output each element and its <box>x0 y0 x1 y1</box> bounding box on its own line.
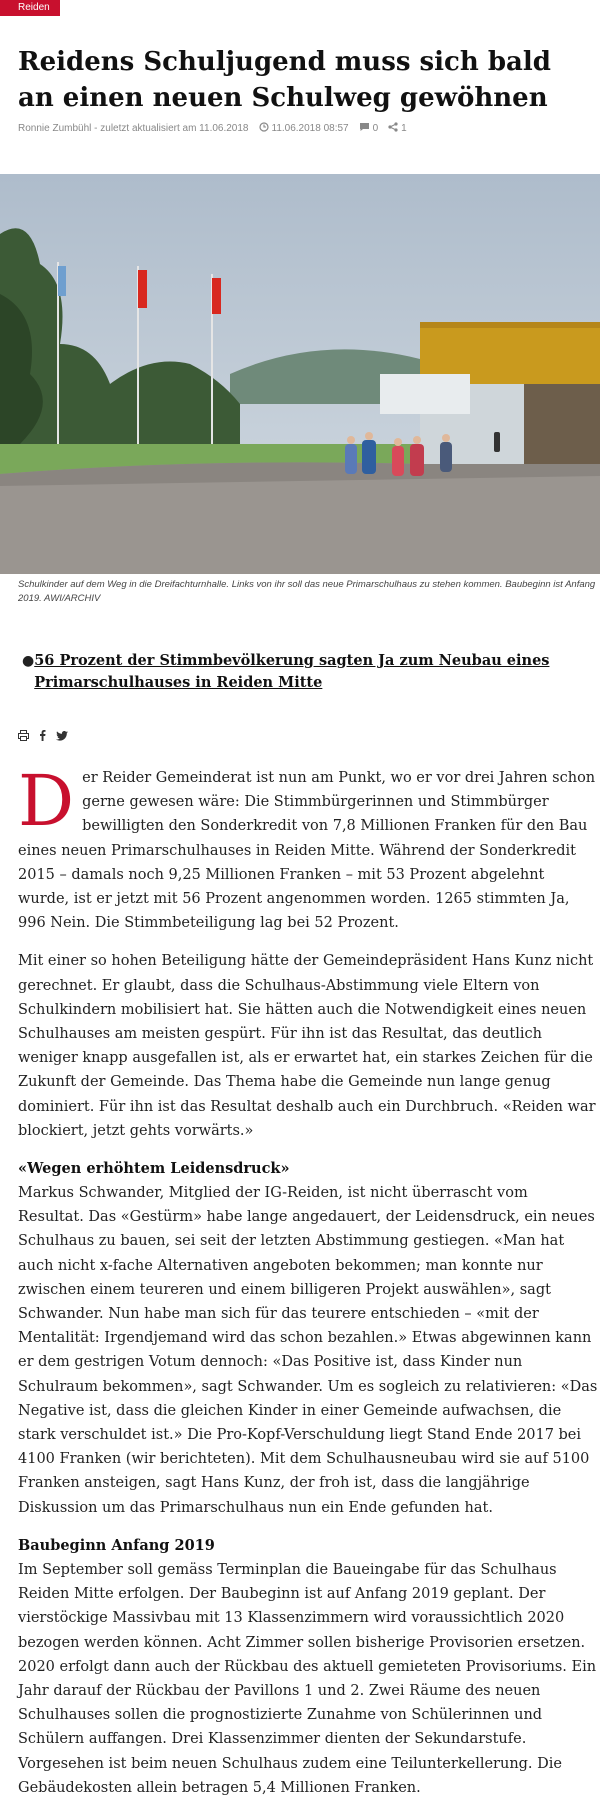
comment-count[interactable]: 0 <box>372 123 379 134</box>
comment-icon[interactable] <box>359 122 370 135</box>
article-photo <box>0 174 600 574</box>
photo-caption: Schulkinder auf dem Weg in die Dreifachturnhalle. Links von ihr soll das neue Primarschulhaus zu stehen kommen. Baubeginn ist Anfang 2019. AWI/ARCHIV <box>18 579 596 604</box>
facebook-icon[interactable] <box>39 730 46 744</box>
clock-icon <box>259 122 269 135</box>
paragraph-2: Mit einer so hohen Beteiligung hätte der Gemeindepräsident Hans Kunz nicht gerechnet. Er glaubt, dass die Schulhaus-Abstimmung viele Eltern von Schulkindern mobilisiert hat. Sie hätten auch die Notwendigkeit eines neuen Schulhauses am meisten gespürt. Für ihn ist das Resultat, das deutlich weniger knapp ausgefallen ist, als er erwartet hat, ein starkes Zeichen für die Zukunft der Gemeinde. Das Thema habe die Gemeinde nun lange genug dominiert. Für ihn ist das Resultat deshalb auch ein Durchbruch. «Reiden war blockiert, jetzt gehts vorwärts.» <box>18 953 596 1139</box>
headline: Reidens Schuljugend muss sich bald an einen neuen Schulweg gewöhnen <box>18 47 551 113</box>
category-tag[interactable]: Reiden <box>0 0 60 16</box>
paragraph-1-text: er Reider Gemeinderat ist nun am Punkt, wo er vor drei Jahren schon gerne gewesen wäre: Die Stimmbürgerinnen und Stimmbürger bewilligten den Sonderkredit von 7,8 Millionen Franken für den Bau eines neuen Primarschulhauses in Reiden Mitte. Während der Sonderkredit 2015 – damals noch 9,25 Millionen Franken – mit 53 Prozent abgelehnt wurde, ist er jetzt mit 56 Prozent angenommen worden. 1265 stimmten Ja, 996 Nein. Die Stimmbeteiligung lag bei 52 Prozent. <box>18 770 596 932</box>
subheading-2: Baubeginn Anfang 2019 <box>18 1536 215 1554</box>
twitter-icon[interactable] <box>56 731 68 744</box>
bullet: ● <box>22 653 35 669</box>
published-date: 11.06.2018 08:57 <box>271 123 349 134</box>
paragraph-3: Markus Schwander, Mitglied der IG-Reiden, ist nicht überrascht vom Resultat. Das «Gestürm» habe lange angedauert, der Leidensdruck, ein neues Schulhaus zu bauen, sei seit der letzten Abstimmung gestiegen. «Man hat auch nicht x-fache Alternativen angeboten bekommen; man konnte nur zwischen einem teureren und einem billigeren Projekt auswählen», sagt Schwander. Nun habe man sich für das teurere entschieden – «mit der Mentalität: Irgendjemand wird das schon bezahlen.» Etwas abgewinnen kann er dem gestrigen Votum dennoch: «Das Positive ist, dass Kinder nun Schulraum bekommen», sagt Schwander. Um es sogleich zu relativieren: «Das Negative ist, dass die gleichen Kinder in einer Gemeinde aufwachsen, die stark verschuldet ist.» Die Pro-Kopf-Verschuldung liegt Stand Ende 2017 bei 4100 Franken (wir berichteten). Mit dem Schulhausneubau wird sie auf 5100 Franken ansteigen, sagt Hans Kunz, der froh ist, dass die langjährige Diskussion um das Primarschulhaus nun ein Ende gefunden hat. <box>18 1185 598 1516</box>
author-line: Ronnie Zumbühl - zuletzt aktualisiert am 11.06.2018 <box>18 123 249 134</box>
paragraph-4: Im September soll gemäss Terminplan die Baueingabe für das Schulhaus Reiden Mitte erfolgen. Der Baubeginn ist auf Anfang 2019 geplant. Der vierstöckige Massivbau mit 13 Klassenzimmern wird voraussichtlich 2020 bezogen werden können. Acht Zimmer sollen bisherige Provisorien ersetzen. 2020 erfolgt dann auch der Rückbau des aktuell gemieteten Provisoriums. Ein Jahr darauf der Rückbau der Pavillons 1 und 2. Zwei Räume des neuen Schulhauses sollen die prognostizierte Zunahme von Schülerinnen und Schülern auffangen. Drei Klassenzimmer dienten der Sekundarstufe. Vorgesehen ist beim neuen Schulhaus zudem eine Teilunterkellerung. Die Gebäudekosten allein betragen 5,4 Millionen Franken. <box>18 1561 597 1796</box>
article-body <box>18 760 598 1814</box>
print-icon[interactable] <box>18 730 29 744</box>
share-count[interactable]: 1 <box>401 123 407 134</box>
share-icon[interactable] <box>388 122 398 135</box>
related-link-item <box>22 650 582 694</box>
related-article-link[interactable]: 56 Prozent der Stimmbevölkerung sagten Ja zum Neubau eines Primarschulhauses in Reiden Mitte <box>34 652 550 691</box>
paragraph-1 <box>18 760 598 935</box>
subheading-1: «Wegen erhöhtem Leidensdruck» <box>18 1160 290 1178</box>
drop-cap: D <box>18 760 75 842</box>
article-meta <box>18 122 407 135</box>
share-bar <box>18 730 68 744</box>
